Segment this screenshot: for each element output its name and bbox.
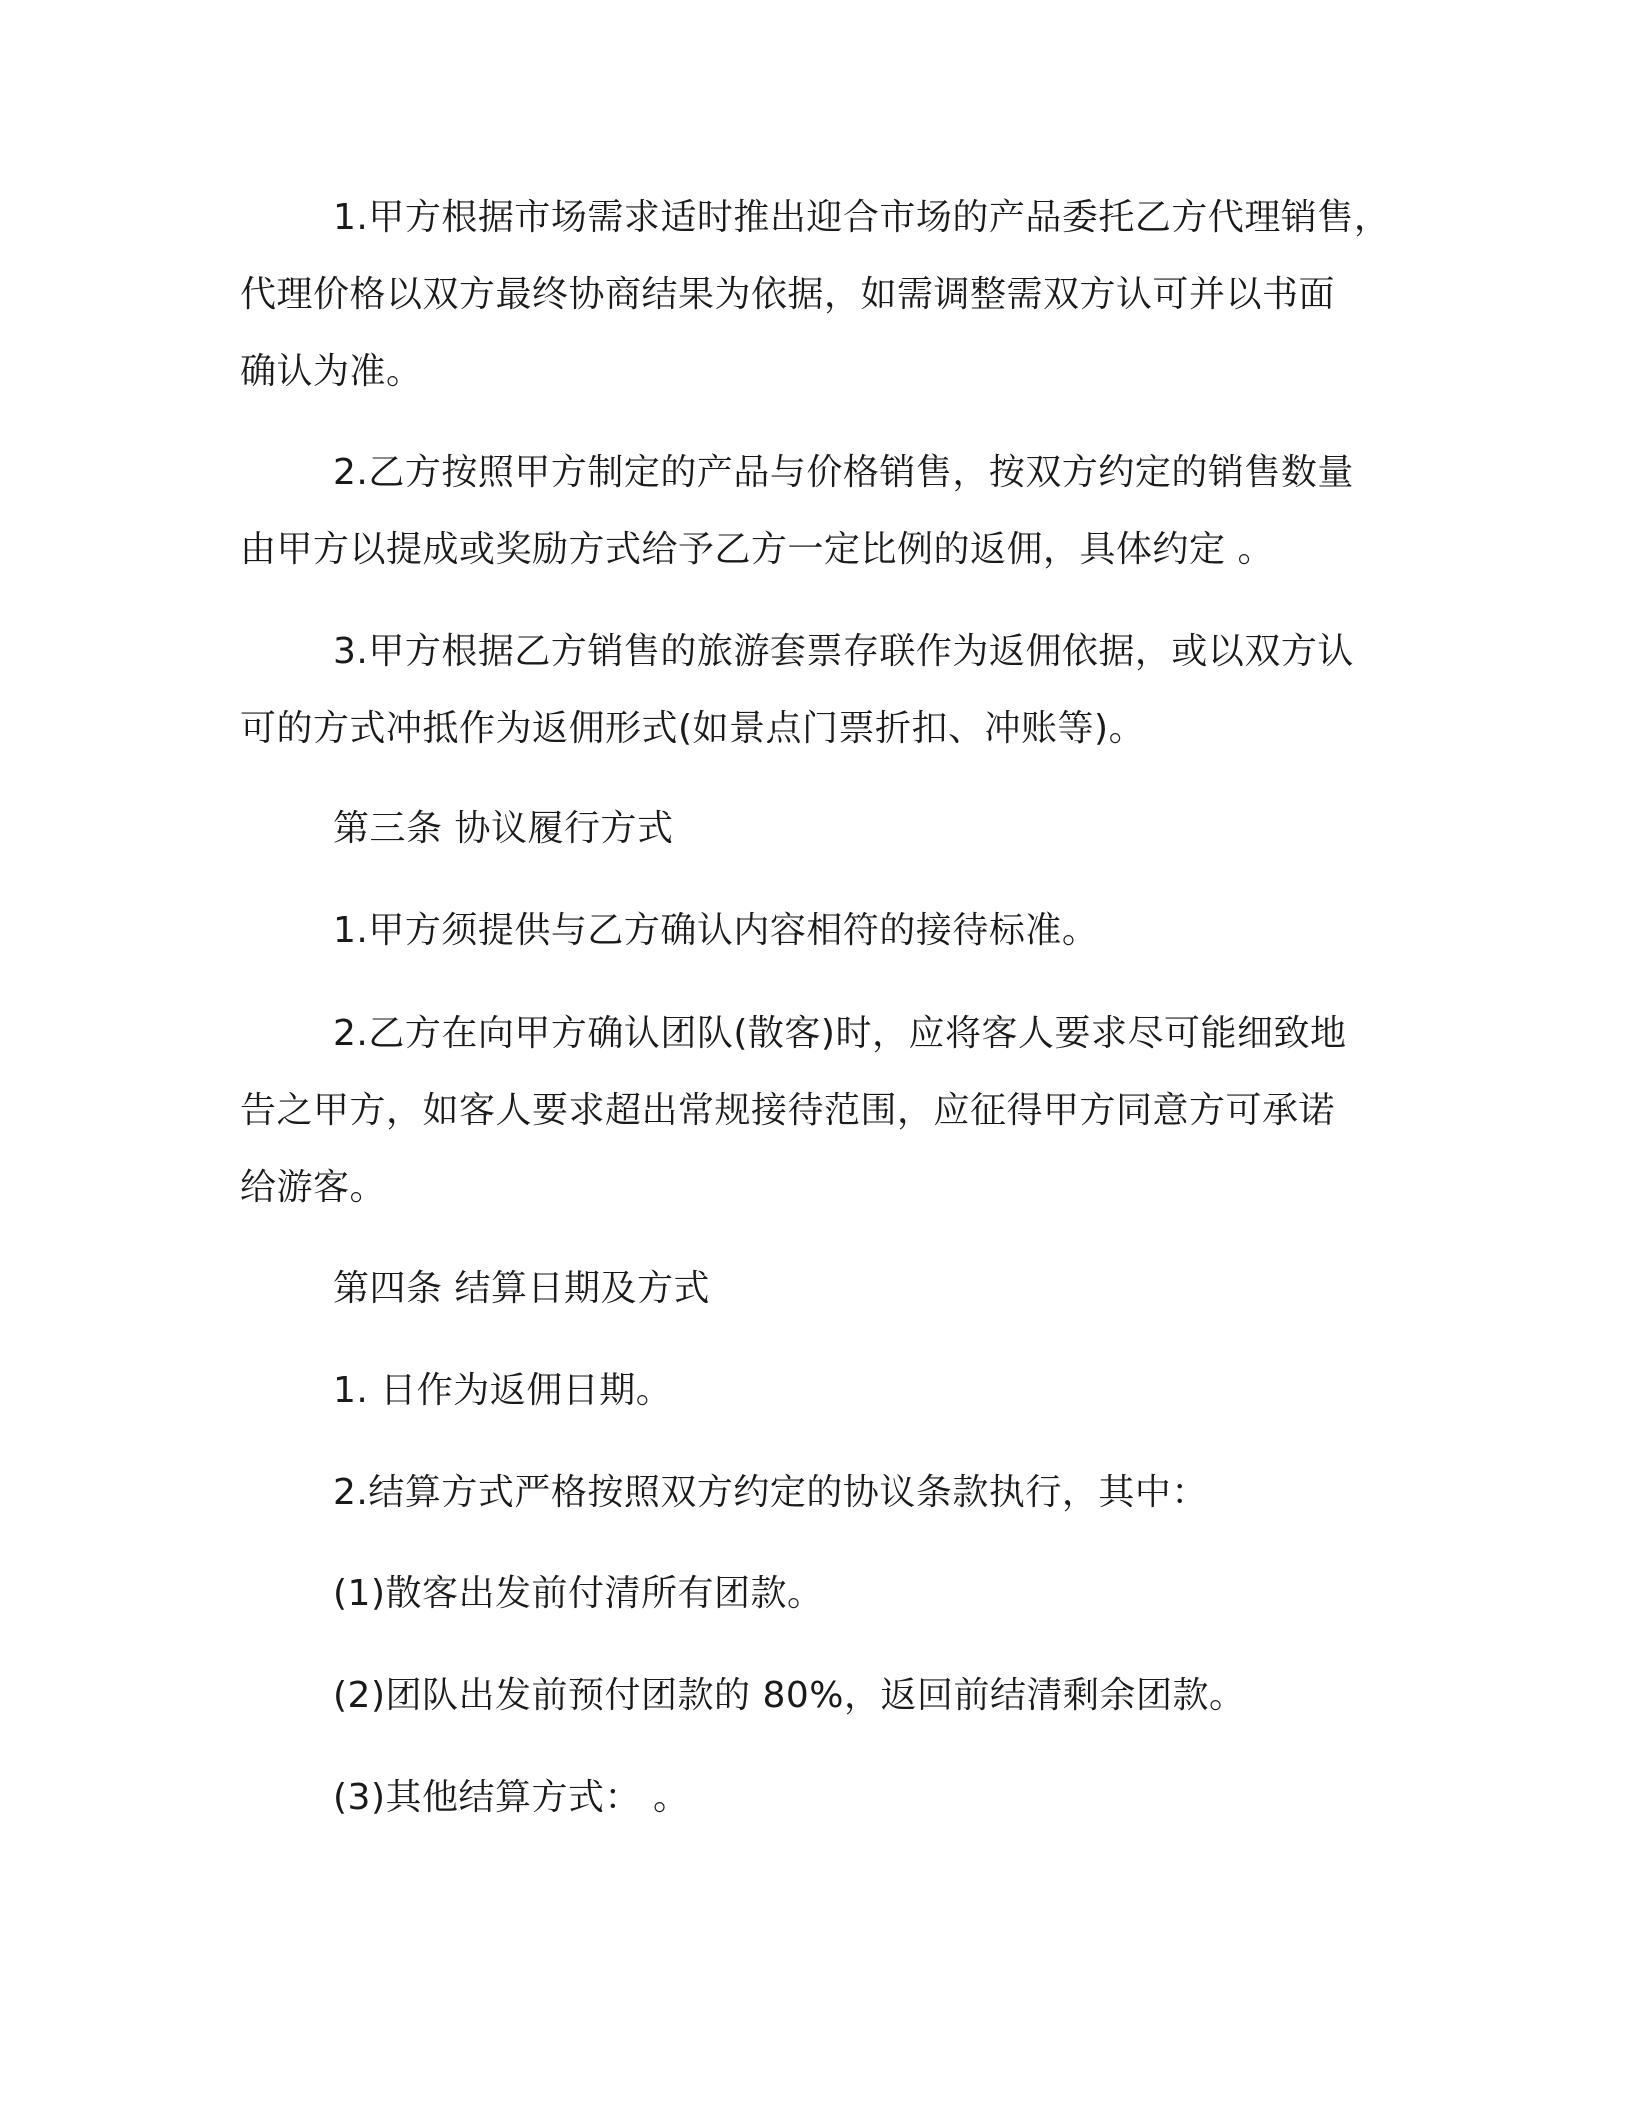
paragraph-7-line-1: 2.结算方式严格按照双方约定的协议条款执行，其中： xyxy=(333,1472,1208,1513)
paragraph-2-line-2: 由甲方以提成或奖励方式给予乙方一定比例的返佣，具体约定 。 xyxy=(240,529,1274,570)
paragraph-5-line-1: 2.乙方在向甲方确认团队(散客)时，应将客人要求尽可能细致地 xyxy=(333,1013,1347,1054)
paragraph-5-line-3: 给游客。 xyxy=(240,1167,387,1208)
list-item-3: (3)其他结算方式： 。 xyxy=(333,1777,690,1818)
paragraph-3-line-2: 可的方式冲抵作为返佣形式(如景点门票折扣、冲账等)。 xyxy=(240,708,1146,749)
list-item-2: (2)团队出发前预付团款的 80%，返回前结清剩余团款。 xyxy=(333,1675,1246,1716)
paragraph-1-line-3: 确认为准。 xyxy=(240,351,423,392)
paragraph-1-line-2: 代理价格以双方最终协商结果为依据，如需调整需双方认可并以书面 xyxy=(240,274,1336,315)
paragraph-4-line-1: 1.甲方须提供与乙方确认内容相符的接待标准。 xyxy=(333,910,1099,951)
paragraph-1-line-1: 1.甲方根据市场需求适时推出迎合市场的产品委托乙方代理销售， xyxy=(333,197,1391,238)
paragraph-3-line-1: 3.甲方根据乙方销售的旅游套票存联作为返佣依据，或以双方认 xyxy=(333,631,1354,672)
paragraph-2-line-1: 2.乙方按照甲方制定的产品与价格销售，按双方约定的销售数量 xyxy=(333,452,1354,493)
paragraph-6-line-1: 1. 日作为返佣日期。 xyxy=(333,1370,673,1411)
paragraph-5-line-2: 告之甲方，如客人要求超出常规接待范围，应征得甲方同意方可承诺 xyxy=(240,1090,1336,1131)
section-heading-3: 第三条 协议履行方式 xyxy=(333,808,674,849)
section-heading-4: 第四条 结算日期及方式 xyxy=(333,1268,710,1309)
list-item-1: (1)散客出发前付清所有团款。 xyxy=(333,1573,824,1614)
